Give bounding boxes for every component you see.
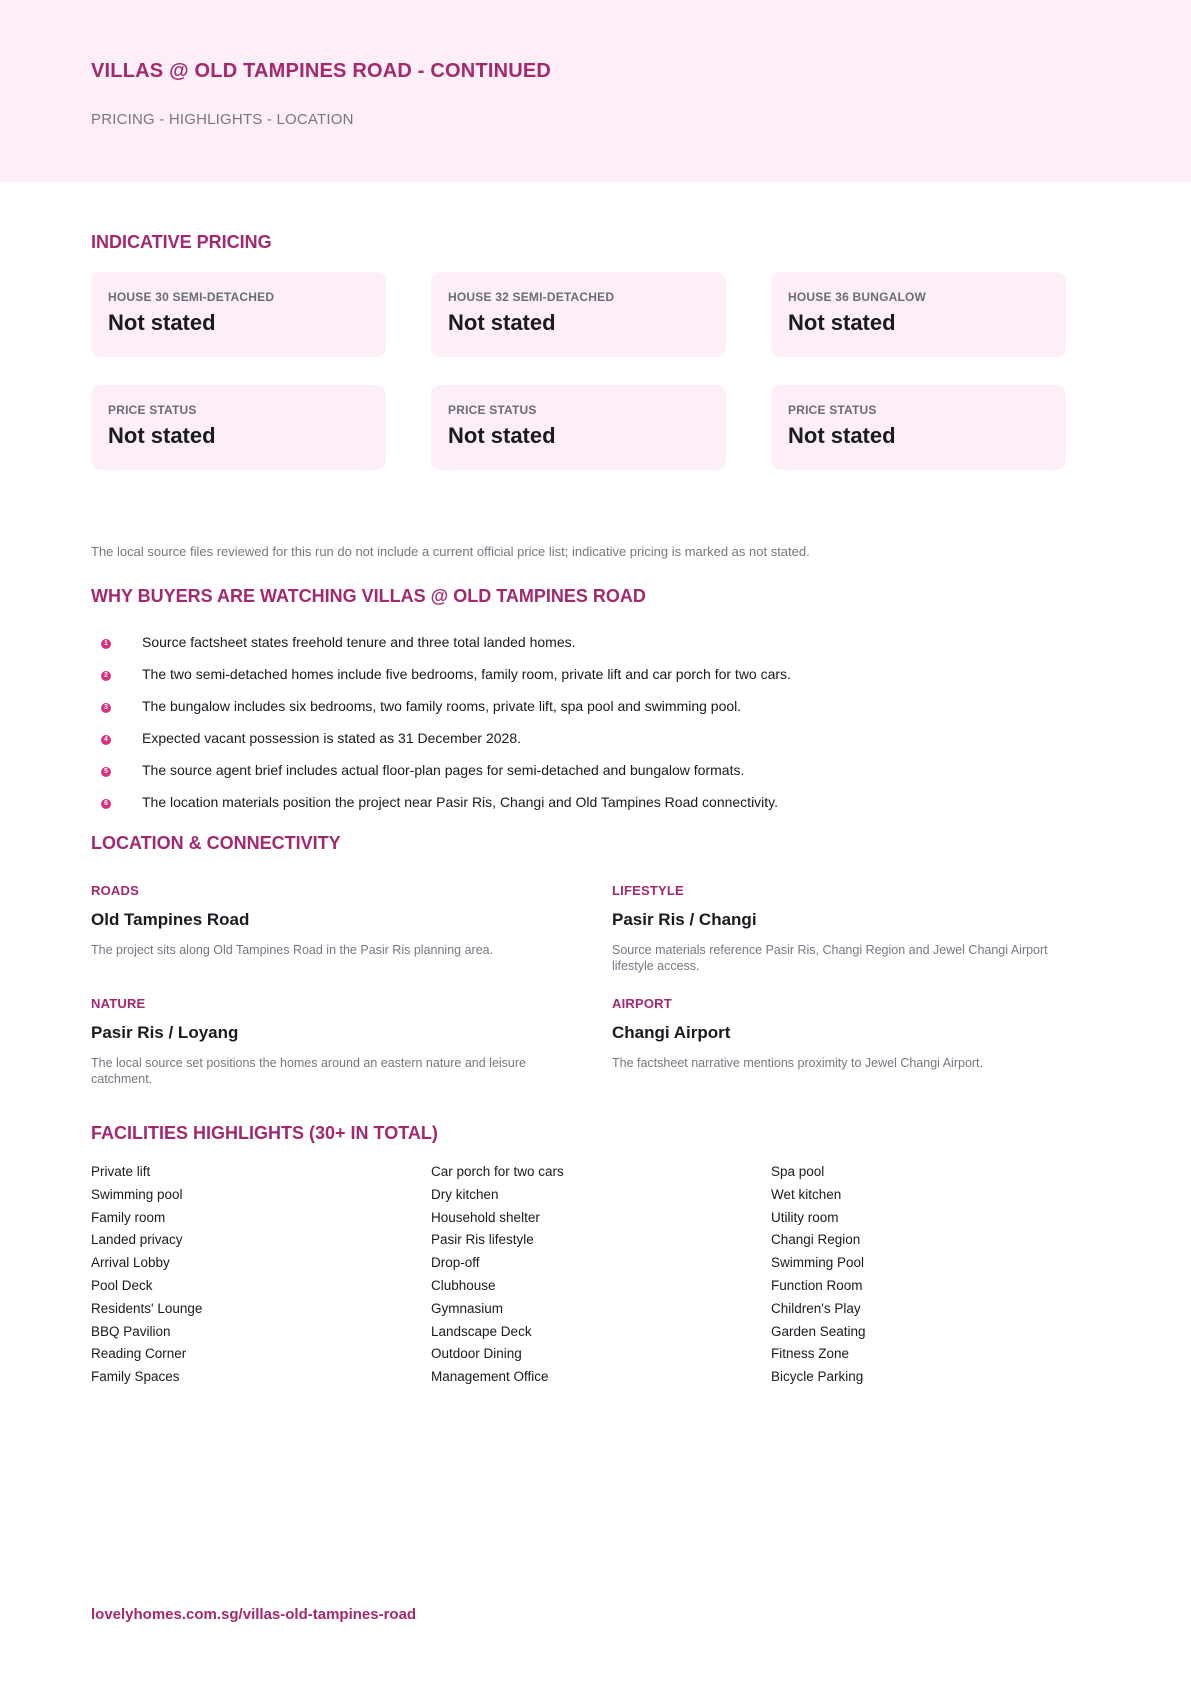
header-band bbox=[0, 0, 1191, 182]
price-card-house-32 bbox=[431, 272, 726, 357]
facilities-column-1 bbox=[91, 1164, 202, 1392]
price-card-house-36 bbox=[771, 272, 1066, 357]
facility-item: Residents' Lounge bbox=[91, 1300, 203, 1316]
facility-item: Landed privacy bbox=[91, 1232, 183, 1248]
price-status-card-3 bbox=[771, 385, 1066, 470]
facility-item: Clubhouse bbox=[431, 1277, 496, 1293]
price-card-value: Not stated bbox=[788, 310, 896, 335]
location-name: Old Tampines Road bbox=[91, 910, 250, 929]
location-category: LIFESTYLE bbox=[612, 883, 684, 898]
page-subtitle: PRICING - HIGHLIGHTS - LOCATION bbox=[91, 111, 354, 128]
facility-item: Function Room bbox=[771, 1277, 863, 1293]
facility-item: Management Office bbox=[431, 1369, 549, 1385]
location-block-nature bbox=[91, 996, 561, 1087]
price-card-value: Not stated bbox=[108, 310, 216, 335]
facilities-column-2 bbox=[431, 1164, 564, 1392]
list-item-text: Expected vacant possession is stated as 31 December 2028. bbox=[142, 730, 521, 746]
price-card-label: PRICE STATUS bbox=[448, 403, 537, 417]
facility-item: Changi Region bbox=[771, 1232, 861, 1248]
price-card-label: PRICE STATUS bbox=[788, 403, 877, 417]
location-heading: LOCATION & CONNECTIVITY bbox=[91, 833, 341, 853]
list-item-text: The two semi-detached homes include five bedrooms, family room, private lift and car porch for two cars. bbox=[142, 666, 791, 682]
location-category: AIRPORT bbox=[612, 996, 672, 1011]
number-badge-icon: 6 bbox=[101, 799, 111, 809]
list-item-text: Source factsheet states freehold tenure and three total landed homes. bbox=[142, 634, 576, 650]
price-card-value: Not stated bbox=[448, 423, 556, 448]
price-card-label: HOUSE 36 BUNGALOW bbox=[788, 290, 927, 304]
location-name: Pasir Ris / Loyang bbox=[91, 1023, 239, 1042]
pricing-note: The local source files reviewed for this run do not include a current official price list; indicative pricing is marked as not stated. bbox=[91, 544, 810, 559]
facility-item: Reading Corner bbox=[91, 1346, 187, 1362]
location-category: ROADS bbox=[91, 883, 139, 898]
list-item-text: The location materials position the project near Pasir Ris, Changi and Old Tampines Road connectivity. bbox=[142, 794, 779, 810]
facility-item: Family room bbox=[91, 1209, 166, 1225]
location-name: Changi Airport bbox=[612, 1023, 731, 1042]
facility-item: Family Spaces bbox=[91, 1369, 180, 1385]
number-badge-icon: 2 bbox=[101, 671, 111, 681]
price-card-value: Not stated bbox=[788, 423, 896, 448]
facility-item: Dry kitchen bbox=[431, 1186, 499, 1202]
facility-item: Household shelter bbox=[431, 1209, 540, 1225]
price-card-value: Not stated bbox=[108, 423, 216, 448]
number-badge-icon: 3 bbox=[101, 703, 111, 713]
location-description: The local source set positions the homes around an eastern nature and leisure catchment. bbox=[91, 1056, 526, 1086]
facility-item: Spa pool bbox=[771, 1164, 825, 1179]
page-title: VILLAS @ OLD TAMPINES ROAD - CONTINUED bbox=[91, 60, 552, 82]
facilities-column-3 bbox=[771, 1164, 866, 1392]
facility-item: Landscape Deck bbox=[431, 1323, 532, 1339]
facility-item: Bicycle Parking bbox=[771, 1369, 864, 1385]
price-card-label: HOUSE 30 SEMI-DETACHED bbox=[108, 290, 275, 304]
location-description: The project sits along Old Tampines Road in the Pasir Ris planning area. bbox=[91, 943, 494, 957]
facility-item: Fitness Zone bbox=[771, 1346, 850, 1362]
location-description: Source materials reference Pasir Ris, Changi Region and Jewel Changi Airport lifestyle access. bbox=[612, 943, 1048, 973]
location-description: The factsheet narrative mentions proximity to Jewel Changi Airport. bbox=[612, 1056, 984, 1070]
price-card-house-30 bbox=[91, 272, 386, 357]
location-category: NATURE bbox=[91, 996, 146, 1011]
facility-item: Swimming Pool bbox=[771, 1255, 865, 1271]
facility-item: Wet kitchen bbox=[771, 1186, 842, 1202]
facilities-heading: FACILITIES HIGHLIGHTS (30+ IN TOTAL) bbox=[91, 1123, 438, 1143]
facility-item: Swimming pool bbox=[91, 1186, 183, 1202]
facility-item: Car porch for two cars bbox=[431, 1164, 564, 1179]
location-block-roads bbox=[91, 883, 561, 958]
facility-item: Arrival Lobby bbox=[91, 1255, 170, 1271]
number-badge-icon: 4 bbox=[101, 735, 111, 745]
facility-item: BBQ Pavilion bbox=[91, 1323, 171, 1339]
facility-item: Gymnasium bbox=[431, 1300, 504, 1316]
price-status-card-2 bbox=[431, 385, 726, 470]
facility-item: Outdoor Dining bbox=[431, 1346, 522, 1362]
location-name: Pasir Ris / Changi bbox=[612, 910, 757, 929]
number-badge-icon: 1 bbox=[101, 639, 111, 649]
location-block-airport bbox=[612, 996, 1082, 1071]
facility-item: Pasir Ris lifestyle bbox=[431, 1232, 534, 1248]
price-card-value: Not stated bbox=[448, 310, 556, 335]
facility-item: Garden Seating bbox=[771, 1323, 866, 1339]
highlights-heading: WHY BUYERS ARE WATCHING VILLAS @ OLD TAMPINES ROAD bbox=[91, 586, 646, 606]
footer-website-link[interactable]: lovelyhomes.com.sg/villas-old-tampines-road bbox=[91, 1606, 417, 1623]
facility-item: Utility room bbox=[771, 1209, 839, 1225]
price-status-card-1 bbox=[91, 385, 386, 470]
number-badge-icon: 5 bbox=[101, 767, 111, 777]
list-item-text: The bungalow includes six bedrooms, two family rooms, private lift, spa pool and swimming pool. bbox=[142, 698, 742, 714]
facility-item: Drop-off bbox=[431, 1255, 480, 1271]
location-block-lifestyle bbox=[612, 883, 1082, 974]
facility-item: Pool Deck bbox=[91, 1277, 153, 1293]
list-item-text: The source agent brief includes actual floor-plan pages for semi-detached and bungalow formats. bbox=[142, 762, 745, 778]
price-card-label: PRICE STATUS bbox=[108, 403, 197, 417]
pricing-heading: INDICATIVE PRICING bbox=[91, 232, 272, 252]
facility-item: Private lift bbox=[91, 1164, 151, 1179]
facility-item: Children's Play bbox=[771, 1300, 861, 1316]
price-card-label: HOUSE 32 SEMI-DETACHED bbox=[448, 290, 615, 304]
